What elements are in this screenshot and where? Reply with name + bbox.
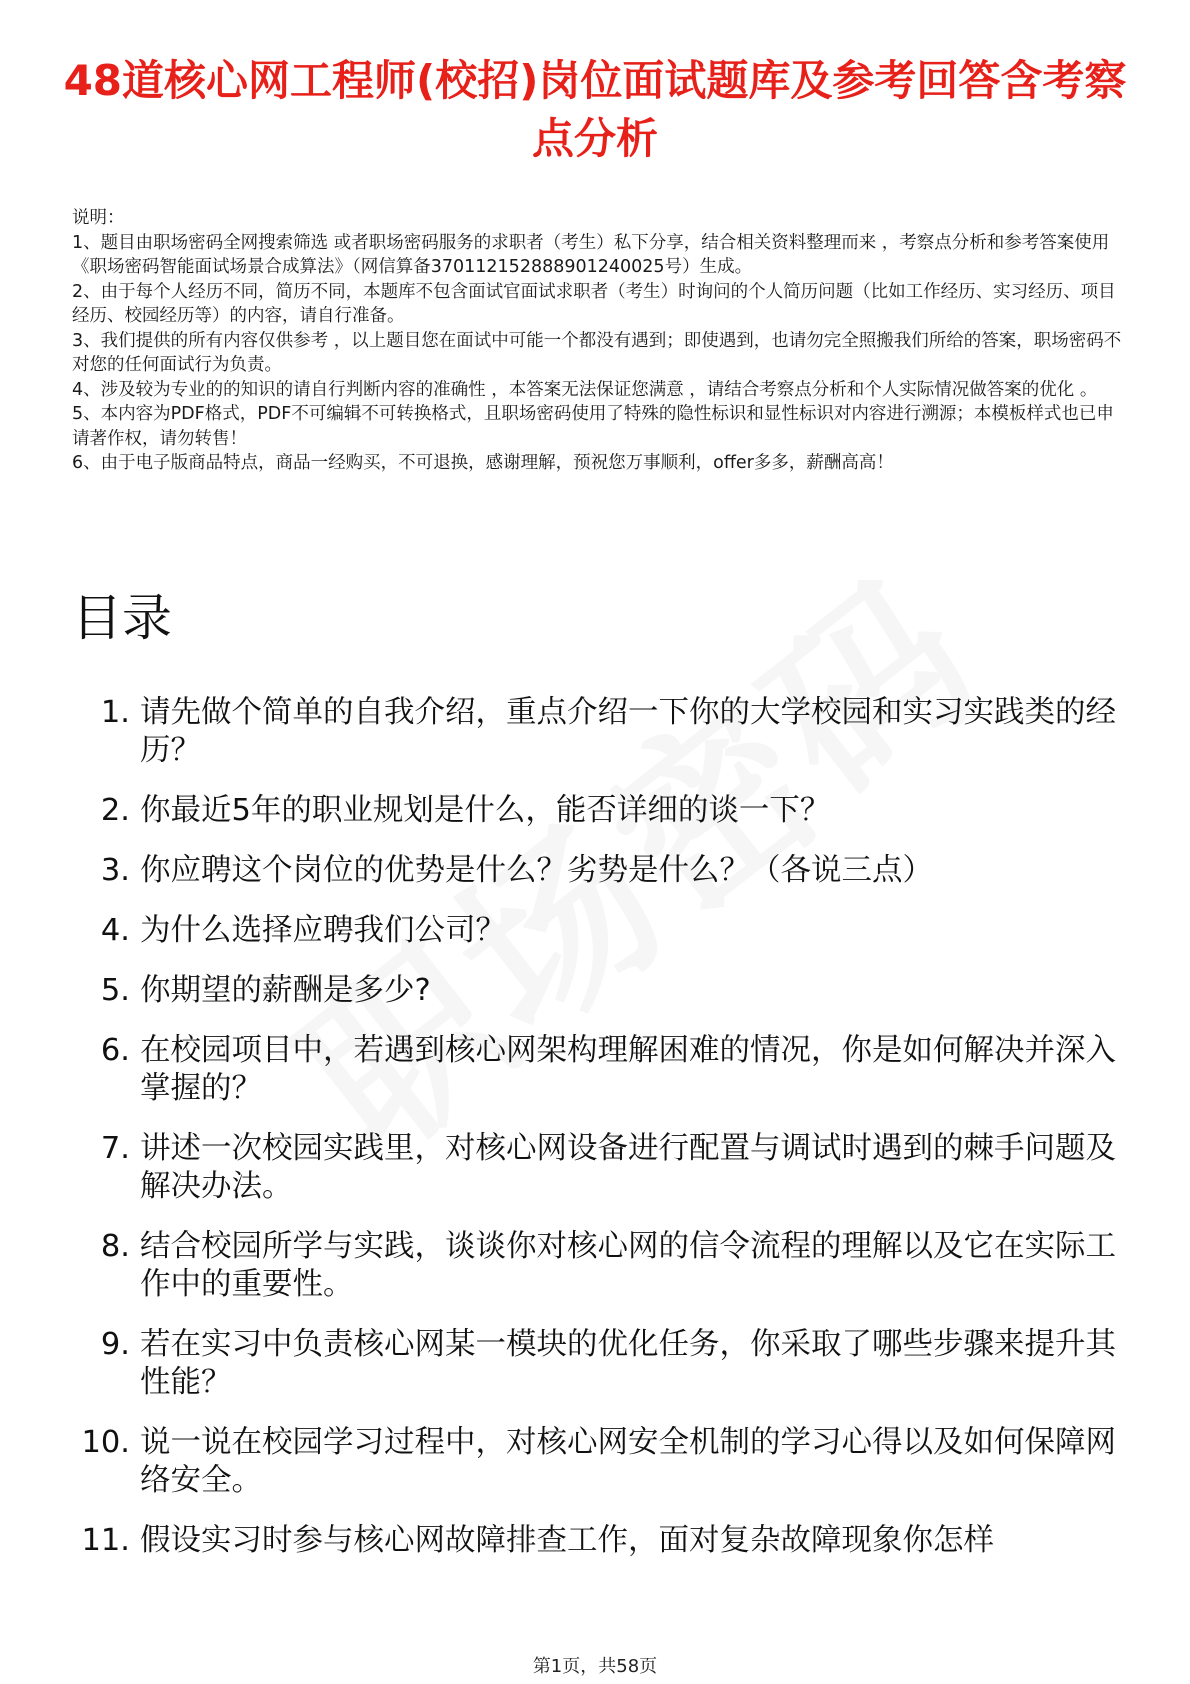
note-item: 2、由于每个人经历不同，简历不同，本题库不包含面试官面试求职者（考生）时询问的个人简历问题（比如工作经历、实习经历、项目经历、校园经历等）的内容，请自行准备。 bbox=[72, 281, 1116, 326]
note-item: 1、题目由职场密码全网搜索筛选 或者职场密码服务的求职者（考生）私下分享，结合相关资料整理而来 ，考察点分析和参考答案使用《职场密码智能面试场景合成算法》（网信算备370112152888901240025号）生成。 bbox=[72, 232, 1110, 277]
toc-item-number: 6. bbox=[100, 1033, 130, 1068]
page-footer: 第1页，共58页 bbox=[532, 1656, 658, 1677]
toc-heading: 目录 bbox=[72, 589, 172, 647]
toc-item-text: 你期望的薪酬是多少? bbox=[140, 973, 431, 1008]
toc-item-number: 7. bbox=[100, 1131, 130, 1166]
toc-item-text: 你最近5年的职业规划是什么，能否详细的谈一下？ bbox=[140, 793, 831, 828]
toc-item-text: 说一说在校园学习过程中，对核心网安全机制的学习心得以及如何保障网络安全。 bbox=[140, 1425, 1116, 1498]
note-item: 4、涉及较为专业的的知识的请自行判断内容的准确性 ，本答案无法保证您满意 ，请结合考察点分析和个人实际情况做答案的优化 。 bbox=[72, 379, 1098, 400]
document-title: 48道核心网工程师(校招)岗位面试题库及参考回答含考察点分析 bbox=[63, 56, 1127, 163]
toc-item-text: 在校园项目中，若遇到核心网架构理解困难的情况，你是如何解决并深入掌握的？ bbox=[140, 1033, 1116, 1106]
toc-item-number: 11. bbox=[81, 1523, 130, 1558]
toc-item-number: 1. bbox=[100, 695, 130, 730]
toc-item-text: 讲述一次校园实践里，对核心网设备进行配置与调试时遇到的棘手问题及解决办法。 bbox=[140, 1131, 1116, 1204]
note-item: 3、我们提供的所有内容仅供参考 ，以上题目您在面试中可能一个都没有遇到；即使遇到，也请勿完全照搬我们所给的答案，职场密码不对您的任何面试行为负责。 bbox=[72, 330, 1122, 375]
toc-item[interactable] bbox=[60, 792, 1140, 830]
toc-item-text: 你应聘这个岗位的优势是什么？劣势是什么？（各说三点） bbox=[140, 853, 933, 888]
toc-item-text: 结合校园所学与实践，谈谈你对核心网的信令流程的理解以及它在实际工作中的重要性。 bbox=[140, 1229, 1116, 1302]
toc-item[interactable] bbox=[60, 852, 1140, 890]
toc-item[interactable] bbox=[60, 1032, 1140, 1108]
note-item: 5、本内容为PDF格式，PDF不可编辑不可转换格式，且职场密码使用了特殊的隐性标识和显性标识对内容进行溯源；本模板样式也已申请著作权，请勿转售！ bbox=[72, 404, 1114, 449]
toc-item[interactable] bbox=[60, 1326, 1140, 1402]
note-item: 6、由于电子版商品特点，商品一经购买，不可退换，感谢理解，预祝您万事顺利，offer多多，薪酬高高！ bbox=[72, 453, 894, 473]
toc-item-number: 8. bbox=[100, 1229, 130, 1264]
toc-list bbox=[60, 694, 1140, 1582]
toc-item-number: 4. bbox=[100, 913, 130, 948]
toc-item-text: 请先做个简单的自我介绍，重点介绍一下你的大学校园和实习实践类的经历？ bbox=[140, 695, 1116, 768]
notes-label: 说明： bbox=[72, 208, 125, 228]
toc-item[interactable] bbox=[60, 1424, 1140, 1500]
toc-item-text: 若在实习中负责核心网某一模块的优化任务，你采取了哪些步骤来提升其性能？ bbox=[140, 1327, 1116, 1400]
toc-item[interactable] bbox=[60, 1522, 1140, 1560]
toc-item-number: 3. bbox=[100, 853, 130, 888]
toc-item-number: 9. bbox=[100, 1327, 130, 1362]
toc-item-number: 2. bbox=[100, 793, 130, 828]
toc-item[interactable] bbox=[60, 1228, 1140, 1304]
toc-item[interactable] bbox=[60, 972, 1140, 1010]
toc-item-text: 为什么选择应聘我们公司？ bbox=[140, 913, 506, 948]
toc-item-text: 假设实习时参与核心网故障排查工作，面对复杂故障现象你怎样 bbox=[140, 1523, 994, 1558]
toc-item-number: 10. bbox=[81, 1425, 130, 1460]
toc-item[interactable] bbox=[60, 694, 1140, 770]
toc-item-number: 5. bbox=[100, 973, 130, 1008]
toc-item[interactable] bbox=[60, 912, 1140, 950]
toc-item[interactable] bbox=[60, 1130, 1140, 1206]
notes-section bbox=[72, 206, 1122, 476]
